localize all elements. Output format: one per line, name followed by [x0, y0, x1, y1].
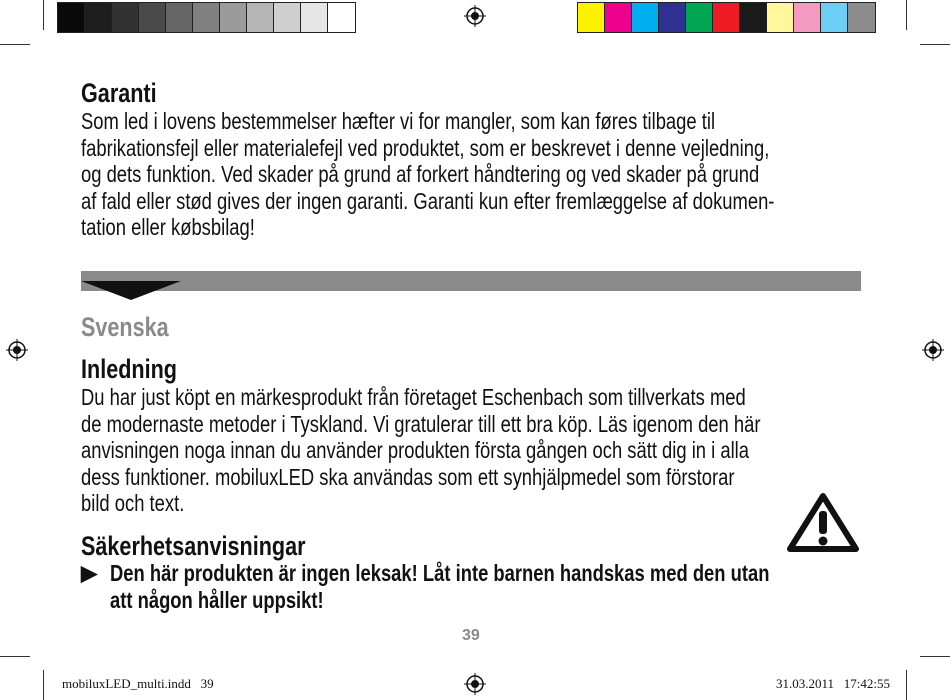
grayscale-swatch — [220, 3, 247, 32]
process-color-swatch — [605, 3, 632, 32]
safety-bullet-line: att någon håller uppsikt! — [110, 587, 324, 613]
garanti-body — [81, 108, 948, 241]
process-color-swatch — [578, 3, 605, 32]
garanti-line: af fald eller stød gives der ingen garanti. Garanti kun efter fremlæggelse af dokumen- — [81, 187, 775, 214]
garanti-line: fabrikationsfejl eller materialefejl ved produktet, som er beskrevet i denne vejledning, — [81, 134, 770, 161]
process-color-bar — [577, 2, 876, 33]
registration-mark-right-icon — [922, 339, 944, 361]
inledning-heading: Inledning — [81, 354, 177, 384]
garanti-line: Som led i lovens bestemmelser hæfter vi for mangler, som kan føres tilbage til — [81, 108, 716, 134]
inledning-line: bild och text. — [81, 490, 185, 516]
inledning-line: Du har just köpt en märkesprodukt från företaget Eschenbach som tillverkats med — [81, 384, 746, 410]
safety-bullet — [110, 560, 934, 614]
grayscale-swatch — [274, 3, 301, 32]
grayscale-swatch — [166, 3, 193, 32]
inledning-line: anvisningen noga innan du använder produkten första gången och sätt dig in i alla — [81, 437, 749, 463]
section-divider-bar — [81, 271, 861, 291]
grayscale-swatch — [247, 3, 274, 32]
grayscale-swatch — [58, 3, 85, 32]
slug-filename: mobiluxLED_multi.indd 39 — [62, 676, 214, 691]
slug-datetime: 31.03.2011 17:42:55 — [776, 676, 890, 691]
section-divider-marker-icon — [81, 281, 181, 301]
grayscale-swatch — [85, 3, 112, 32]
crop-mark-top-left-v — [43, 0, 44, 30]
inledning-line: dess funktioner. mobiluxLED ska användas som ett synhjälpmedel som förstorar — [81, 463, 735, 490]
registration-mark-top-icon — [464, 5, 486, 27]
crop-mark-top-right-h — [920, 44, 950, 45]
process-color-swatch — [821, 3, 848, 32]
crop-mark-bottom-left-h — [0, 656, 30, 657]
process-color-swatch — [686, 3, 713, 32]
safety-bullet-glyph: ▶ — [81, 562, 98, 585]
safety-bullet-line: Den här produkten är ingen leksak! Låt inte barnen handskas med den utan — [110, 560, 770, 586]
process-color-swatch — [794, 3, 821, 32]
garanti-line: tation eller købsbilag! — [81, 214, 255, 240]
registration-mark-left-icon — [6, 339, 28, 361]
safety-heading: Säkerhetsanvisningar — [81, 531, 306, 561]
crop-mark-bottom-right-h — [920, 656, 950, 657]
grayscale-color-bar — [57, 2, 356, 33]
crop-mark-bottom-left-v — [43, 670, 44, 700]
grayscale-swatch — [328, 3, 355, 32]
garanti-heading: Garanti — [81, 78, 157, 108]
crop-mark-top-right-v — [906, 0, 907, 30]
process-color-swatch — [740, 3, 767, 32]
grayscale-swatch — [112, 3, 139, 32]
process-color-swatch — [848, 3, 875, 32]
grayscale-swatch — [139, 3, 166, 32]
process-color-swatch — [713, 3, 740, 32]
warning-triangle-icon — [786, 491, 860, 554]
garanti-line: og dets funktion. Ved skader på grund af forkert håndtering og ved skader på grund — [81, 161, 760, 187]
language-label: Svenska — [81, 312, 169, 342]
process-color-swatch — [659, 3, 686, 32]
page-number: 39 — [462, 627, 480, 644]
inledning-line: de modernaste metoder i Tyskland. Vi gratulerar till ett bra köp. Läs igenom den här — [81, 410, 761, 437]
grayscale-swatch — [193, 3, 220, 32]
crop-mark-top-left-h — [0, 44, 30, 45]
process-color-swatch — [632, 3, 659, 32]
crop-mark-bottom-right-v — [906, 670, 907, 700]
process-color-swatch — [767, 3, 794, 32]
grayscale-swatch — [301, 3, 328, 32]
registration-mark-bottom-icon — [464, 673, 486, 695]
